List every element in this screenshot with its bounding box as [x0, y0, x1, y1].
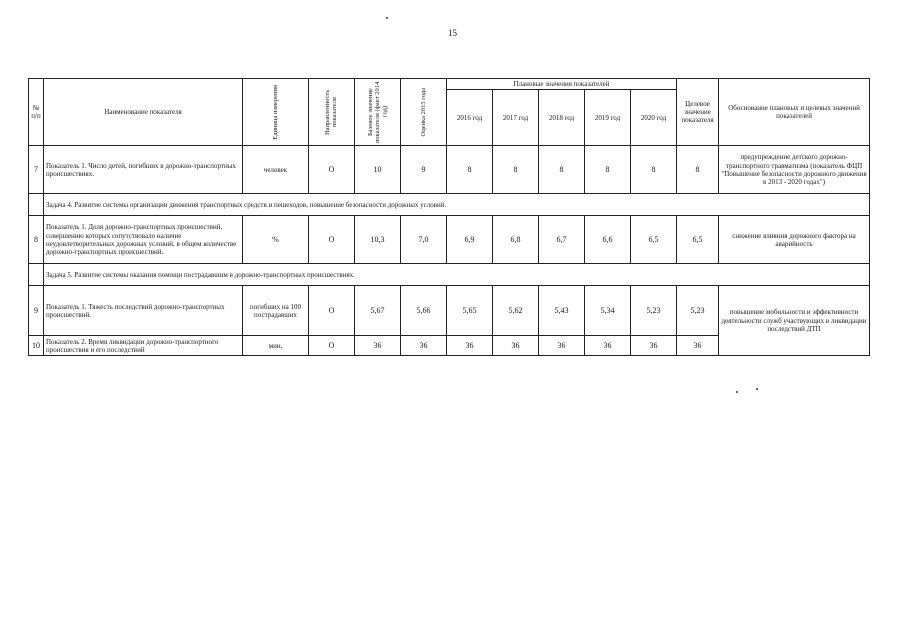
table-row	[29, 216, 870, 264]
row-estimate: 9	[401, 146, 447, 194]
row-target: 6,5	[677, 216, 719, 264]
row-year-value: 5,65	[447, 286, 493, 336]
row-estimate: 36	[401, 336, 447, 356]
page-number: 15	[448, 28, 457, 38]
row-num: 8	[29, 216, 44, 264]
row-year-value: 8	[585, 146, 631, 194]
row-direction: О	[309, 336, 355, 356]
row-year-value: 6,7	[539, 216, 585, 264]
row-unit: человек	[243, 146, 309, 194]
header-baseline: Базовое значение показателя (факт 2014 год)	[355, 79, 401, 146]
row-year-value: 5,62	[493, 286, 539, 336]
header-direction: Направленность показателя	[309, 79, 355, 146]
row-unit: мин.	[243, 336, 309, 356]
row-baseline: 10,3	[355, 216, 401, 264]
indicators-table	[28, 78, 870, 356]
row-year-value: 5,34	[585, 286, 631, 336]
row-year-value: 6,5	[631, 216, 677, 264]
header-estimate: Оценка 2015 года	[401, 79, 447, 146]
header-year: 2019 год	[585, 90, 631, 146]
row-year-value: 5,43	[539, 286, 585, 336]
row-year-value: 36	[493, 336, 539, 356]
row-name: Показатель 1. Доля дорожно-транспортных происшествий, совершению которых сопутствовало наличие неудовлетворительных дорожных условий, в общем количестве дорожно-транспортных происшествий.	[44, 216, 243, 264]
table-row	[29, 286, 870, 336]
scan-speck	[756, 388, 758, 390]
row-year-value: 8	[447, 146, 493, 194]
header-num: № п/п	[29, 79, 44, 146]
row-target: 8	[677, 146, 719, 194]
task-4-title: Задача 4. Развитие системы организации движения транспортных средств и пешеходов, повышение безопасности дорожных условий.	[44, 194, 870, 216]
row-name: Показатель 2. Время ликвидации дорожно-транспортного происшествия и его последствий	[44, 336, 243, 356]
header-year: 2017 год	[493, 90, 539, 146]
row-num: 9	[29, 286, 44, 336]
header-planned-group: Плановые значения показателей	[447, 79, 677, 90]
task-row	[29, 194, 870, 216]
row-year-value: 36	[447, 336, 493, 356]
header-justification: Обоснование плановых и целевых значений показателей	[719, 79, 870, 146]
table-row	[29, 146, 870, 194]
header-unit: Единица измерения	[243, 79, 309, 146]
row-year-value: 36	[631, 336, 677, 356]
row-unit: погибших на 100 пострадавших	[243, 286, 309, 336]
row-target: 36	[677, 336, 719, 356]
row-direction: О	[309, 286, 355, 336]
header-name: Наименование показателя	[44, 79, 243, 146]
row-justification: предупреждение детского дорожно-транспортного травматизма (показатель ФЦП "Повышение безопасности дорожного движения в 2013 - 2020 годах")	[719, 146, 870, 194]
row-year-value: 8	[539, 146, 585, 194]
row-year-value: 36	[539, 336, 585, 356]
task-row	[29, 264, 870, 286]
row-year-value: 6,8	[493, 216, 539, 264]
row-estimate: 7,0	[401, 216, 447, 264]
row-name: Показатель 1. Число детей, погибших в дорожно-транспортных происшествиях.	[44, 146, 243, 194]
row-target: 5,23	[677, 286, 719, 336]
row-year-value: 6,6	[585, 216, 631, 264]
row-baseline: 36	[355, 336, 401, 356]
scan-speck	[736, 391, 738, 393]
row-direction: О	[309, 146, 355, 194]
row-year-value: 8	[631, 146, 677, 194]
header-year: 2016 год	[447, 90, 493, 146]
header-year: 2020 год	[631, 90, 677, 146]
row-unit: %	[243, 216, 309, 264]
scan-speck	[386, 17, 388, 19]
task-num-cell	[29, 194, 44, 216]
header-target: Целевое значение показателя	[677, 79, 719, 146]
row-direction: О	[309, 216, 355, 264]
task-5-title: Задача 5. Развитие системы оказания помощи пострадавшим в дорожно-транспортных происшествиях.	[44, 264, 870, 286]
row-name: Показатель 1. Тяжесть последствий дорожно-транспортных происшествий.	[44, 286, 243, 336]
row-year-value: 5,23	[631, 286, 677, 336]
header-row-1	[29, 79, 870, 90]
header-year: 2018 год	[539, 90, 585, 146]
row-justification: повышение мобильности и эффективности деятельности служб участвующих в ликвидации последствий ДТП	[719, 286, 870, 356]
row-year-value: 36	[585, 336, 631, 356]
row-estimate: 5,66	[401, 286, 447, 336]
row-baseline: 5,67	[355, 286, 401, 336]
task-num-cell	[29, 264, 44, 286]
row-year-value: 8	[493, 146, 539, 194]
row-year-value: 6,9	[447, 216, 493, 264]
row-num: 10	[29, 336, 44, 356]
row-justification: снижение влияния дорожного фактора на аварийность	[719, 216, 870, 264]
row-baseline: 10	[355, 146, 401, 194]
row-num: 7	[29, 146, 44, 194]
